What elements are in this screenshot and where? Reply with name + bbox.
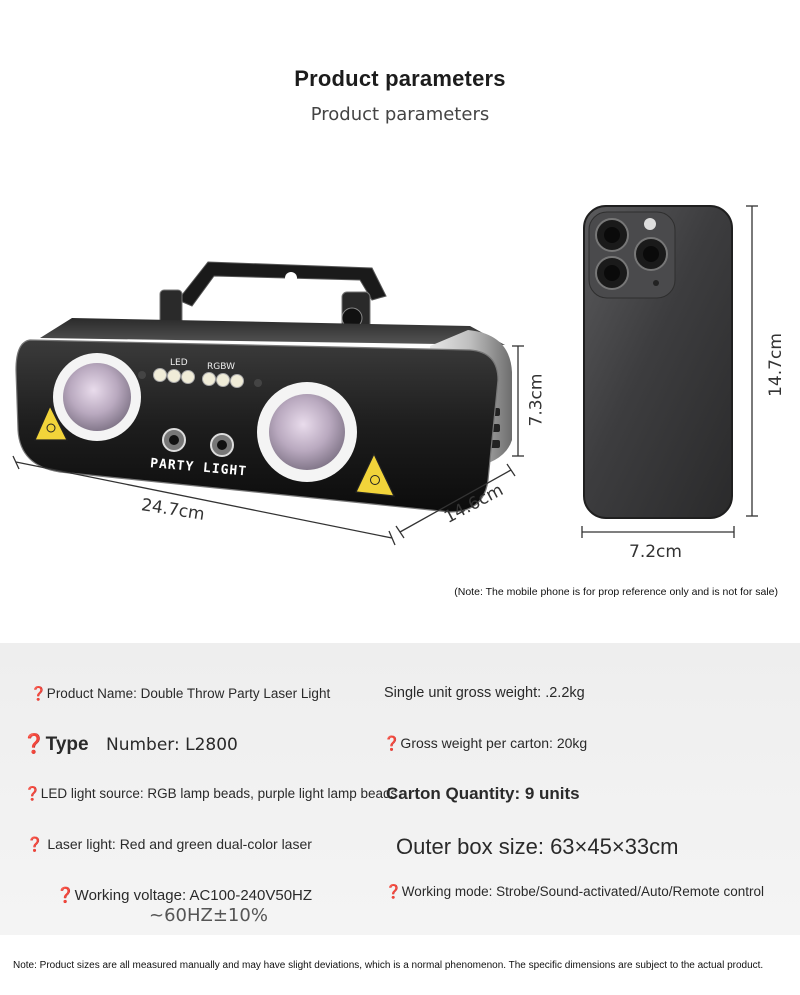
brand-text: PARTY LIGHT [149, 456, 248, 480]
page-title: Product parameters [294, 66, 506, 91]
device-top [40, 318, 505, 345]
footnote: Note: Product sizes are all measured manually and may have slight deviations, which is a normal phenomenon. The specific dimensions are subject to the actual product. [13, 960, 764, 971]
spec-laser-light: ❓ Laser light: Red and green dual-color laser [26, 836, 312, 852]
phone-width-label: 7.2cm [629, 542, 682, 562]
phone-note: (Note: The mobile phone is for prop reference only and is not for sale) [454, 586, 778, 598]
spec-voltage: ❓Working voltage: AC100-240V50HZ [56, 887, 313, 904]
spec-carton-weight: ❓Gross weight per carton: 20kg [383, 735, 588, 751]
length-label: 24.7cm [139, 495, 206, 525]
spec-type-value: Number: L2800 [106, 735, 238, 755]
spec-panel [0, 643, 800, 935]
page-subtitle: Product parameters [310, 104, 490, 125]
height-label: 7.3cm [526, 373, 547, 427]
spec-product-name: ❓Product Name: Double Throw Party Laser Light [30, 686, 331, 701]
spec-outer-box: Outer box size: 63×45×33cm [396, 834, 679, 859]
depth-label: 14.6cm [441, 480, 507, 528]
spec-carton-quantity: Carton Quantity: 9 units [386, 784, 580, 803]
phone-height-label: 14.7cm [765, 333, 786, 397]
product-illustration [0, 180, 800, 580]
reference-phone [584, 206, 732, 518]
spec-type-label: ❓Type [22, 734, 89, 755]
spec-voltage-tolerance: ~60HZ±10% [149, 905, 268, 926]
spec-led-source: ❓LED light source: RGB lamp beads, purple light lamp beads [24, 786, 398, 801]
left-lens [53, 353, 141, 441]
spec-working-mode: ❓Working mode: Strobe/Sound-activated/Auto/Remote control [385, 884, 765, 899]
right-lens [257, 382, 357, 482]
rgbw-label: RGBW [207, 362, 235, 372]
spec-gross-weight: Single unit gross weight: .2.2kg [384, 685, 585, 701]
led-label: LED [170, 358, 188, 368]
